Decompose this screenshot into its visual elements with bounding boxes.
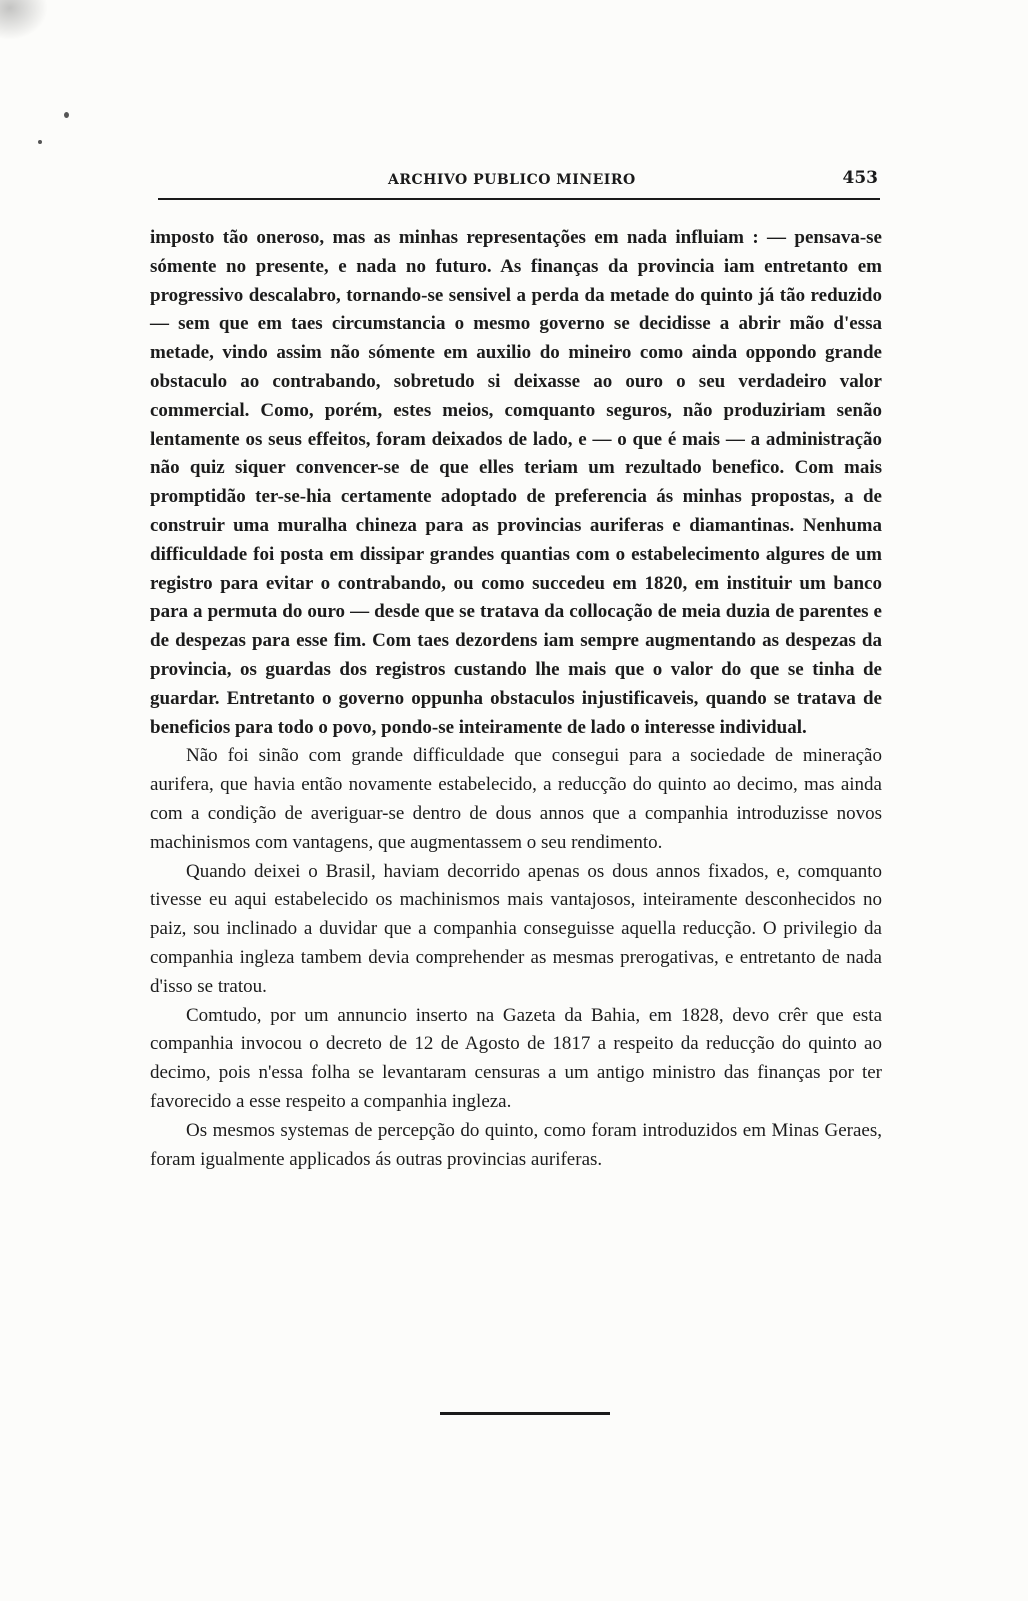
body-text [150, 224, 882, 1174]
paragraph: Não foi sinão com grande difficuldade que consegui para a sociedade de mineração aurifera, que havia então novamente estabelecido, a reducção do quinto ao decimo, mas ainda com a condição de averiguar-se dentro de dous annos que a companhia introduzisse novos machinismos com vantagens, que augmentassem o seu rendimento. [150, 745, 882, 853]
end-rule [440, 1412, 610, 1415]
scan-shadow [0, 0, 48, 40]
paragraph: Comtudo, por um annuncio inserto na Gazeta da Bahia, em 1828, devo crêr que esta companhia invocou o decreto de 12 de Agosto de 1817 a respeito da reducção do quinto ao decimo, pois n'essa folha se levantaram censuras a um antigo ministro das finanças por ter favorecido a esse respeito a companhia ingleza. [150, 1004, 882, 1112]
header-title: ARCHIVO PUBLICO MINEIRO [388, 172, 636, 188]
page-number: 453 [842, 168, 878, 188]
running-header [158, 168, 894, 194]
scan-speck [64, 112, 69, 118]
paragraph: imposto tão oneroso, mas as minhas representações em nada influiam : — pensava-se sómente no presente, e nada no futuro. As finanças da provincia iam entretanto em progressivo descalabro, tornando-se sensivel a perda da metade do quinto já tão reduzido — sem que em taes circumstancia o mesmo governo se decidisse a abrir mão d'essa metade, vindo assim não sómente em auxilio do mineiro como ainda oppondo grande obstaculo ao contrabando, sobretudo si deixasse ao ouro o seu verdadeiro valor commercial. Como, porém, estes meios, comquanto seguros, não produziriam senão lentamente os seus effeitos, foram deixados de lado, e — o que é mais — a administração não quiz siquer convencer-se de que elles teriam um rezultado benefico. Com mais promptidão ter-se-hia certamente adoptado de preferencia ás minhas propostas, a de construir uma muralha chineza para as provincias auriferas e diamantinas. Nenhuma difficuldade foi posta em dissipar grandes quantias com o estabelecimento algures de um registro para evitar o contrabando, ou como succedeu em 1820, em instituir um banco para a permuta do ouro — desde que se tratava da collocação de meia duzia de parentes e de despezas para esse fim. Com taes dezordens iam sempre augmentando as despezas da provincia, os guardas dos registros custando lhe mais que o valor do que se tinha de guardar. Entretanto o governo oppunha obstaculos injustificaveis, quando se tratava de beneficios para todo o povo, pondo-se inteiramente de lado o interesse individual. [150, 227, 882, 738]
header-rule [158, 198, 880, 200]
paragraph: Os mesmos systemas de percepção do quinto, como foram introduzidos em Minas Geraes, foram igualmente applicados ás outras provincias auriferas. [150, 1119, 882, 1170]
paragraph: Quando deixei o Brasil, haviam decorrido apenas os dous annos fixados, e, comquanto tivesse eu aqui estabelecido os machinismos mais vantajosos, inteiramente desconhecidos no paiz, sou inclinado a duvidar que a companhia conseguisse aquella reducção. O privilegio da companhia ingleza tambem devia comprehender as mesmas prerogativas, e entretanto de nada d'isso se tratou. [150, 860, 882, 997]
scan-speck [38, 140, 42, 144]
